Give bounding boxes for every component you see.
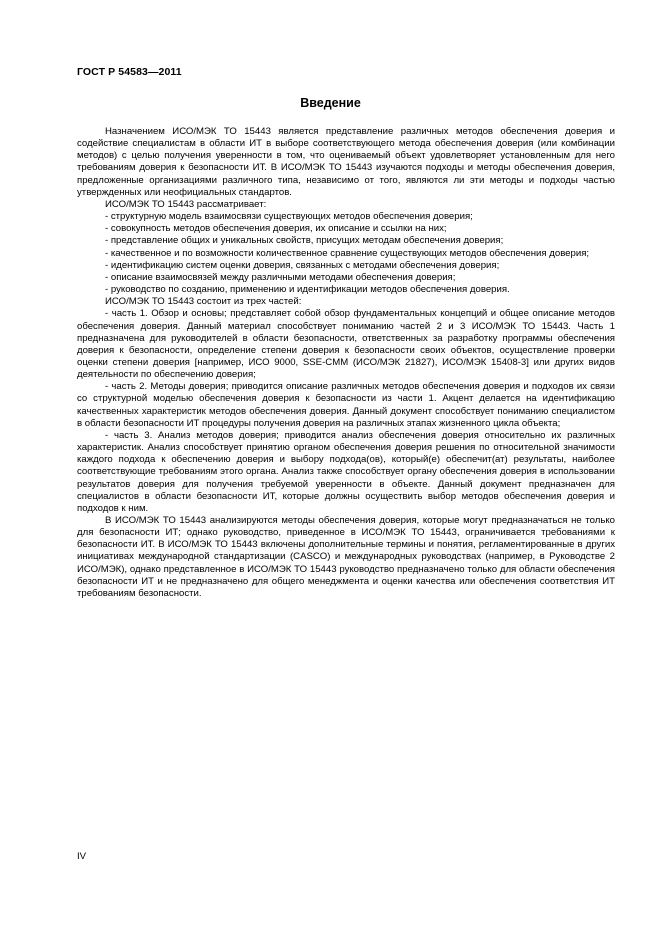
list-item: - совокупность методов обеспечения доверия, их описание и ссылки на них; <box>105 223 447 235</box>
document-header: ГОСТ Р 54583—2011 <box>77 66 182 78</box>
list-item: - часть 3. Анализ методов доверия; приводится анализ обеспечения доверия относительно их различных характеристик. Анализ способствует принятию органом обеспечения доверия решения по относительной значимости каждого подхода к обеспечению доверия и выбору подхода(ов), который(е) обеспечит(ат) результаты, наиболее соответствующие требованиям этого органа. Анализ также способствует органу обеспечения доверия в использовании результатов доверия для получения требуемой уверенности в объекте. Данный документ предназначен для специалистов в области безопасности ИТ, которые должны осуществить выбор методов обеспечения доверия и подходов к ним. <box>77 429 615 514</box>
list-item: - руководство по созданию, применению и идентификации методов обеспечения доверия. <box>105 284 510 296</box>
section-title: Введение <box>300 96 361 110</box>
paragraph: ИСО/МЭК ТО 15443 рассматривает: <box>105 198 267 210</box>
list-item: - структурную модель взаимосвязи существующих методов обеспечения доверия; <box>105 211 473 223</box>
document-body <box>77 126 615 600</box>
paragraph: В ИСО/МЭК ТО 15443 анализируются методы обеспечения доверия, которые могут предназначаться не только для безопасности ИТ; однако руководство, приведенное в ИСО/МЭК ТО 15443, ограничивается требованиями к безопасности ИТ. В ИСО/МЭК ТО 15443 включены дополнительные термины и понятия, регламентированные в других инициативах международной стандартизации (CASCO) и международных руководствах (например, в Руководстве 2 ИСО/МЭК), однако представленное в ИСО/МЭК ТО 15443 руководство предназначено только для области обеспечения безопасности ИТ и не предназначено для общего менеджмента и оценки качества или обеспечения соответствия ИТ требованиям безопасности. <box>77 515 615 599</box>
list-item: - описание взаимосвязей между различными методами обеспечения доверия; <box>105 271 456 283</box>
list-item: - представление общих и уникальных свойств, присущих методам обеспечения доверия; <box>105 235 504 247</box>
page-number: IV <box>77 851 87 862</box>
list-item: - качественное и по возможности количественное сравнение существующих методов обеспечения доверия; <box>105 247 590 259</box>
list-item: - часть 2. Методы доверия; приводится описание различных методов обеспечения доверия и подходов их связи со структурной моделью обеспечения доверия к безопасности из части 1. Акцент делается на идентификацию качественных характеристик методов обеспечения доверия. Данный документ способствует пониманию специалистом в области безопасности ИТ процедуры получения доверия на различных этапах жизненного цикла объекта; <box>77 381 615 429</box>
paragraph: ИСО/МЭК ТО 15443 состоит из трех частей: <box>105 296 302 308</box>
list-item: - часть 1. Обзор и основы; представляет собой обзор фундаментальных концепций и общее описание методов обеспечения доверия. Данный материал способствует пониманию частей 2 и 3 ИСО/МЭК ТО 15443. Часть 1 предназначена для руководителей в области безопасности, ответственных за разработку программы обеспечения доверия к безопасности, определение степени доверия к безопасности своих объектов, осуществление проверки оценки степени доверия [например, ИСО 9000, SSE-CMM (ИСО/МЭК 21827), ИСО/МЭК 15408-3] или других видов деятельности по обеспечению доверия; <box>77 308 615 381</box>
paragraph: Назначением ИСО/МЭК ТО 15443 является представление различных методов обеспечения доверия и содействие специалистам в области ИТ в выборе соответствующего метода обеспечения доверия (или комбинации методов) с целью получения уверенности в том, что оцениваемый объект удовлетворяет установленным для него требованиям доверия к безопасности ИТ. В ИСО/МЭК ТО 15443 изучаются подходы и методы обеспечения доверия, предложенные организациями различного типа, независимо от того, являются ли эти методы и подходы частью утвержденных или неофициальных стандартов. <box>77 126 615 198</box>
list-item: - идентификацию систем оценки доверия, связанных с методами обеспечения доверия; <box>105 259 500 271</box>
